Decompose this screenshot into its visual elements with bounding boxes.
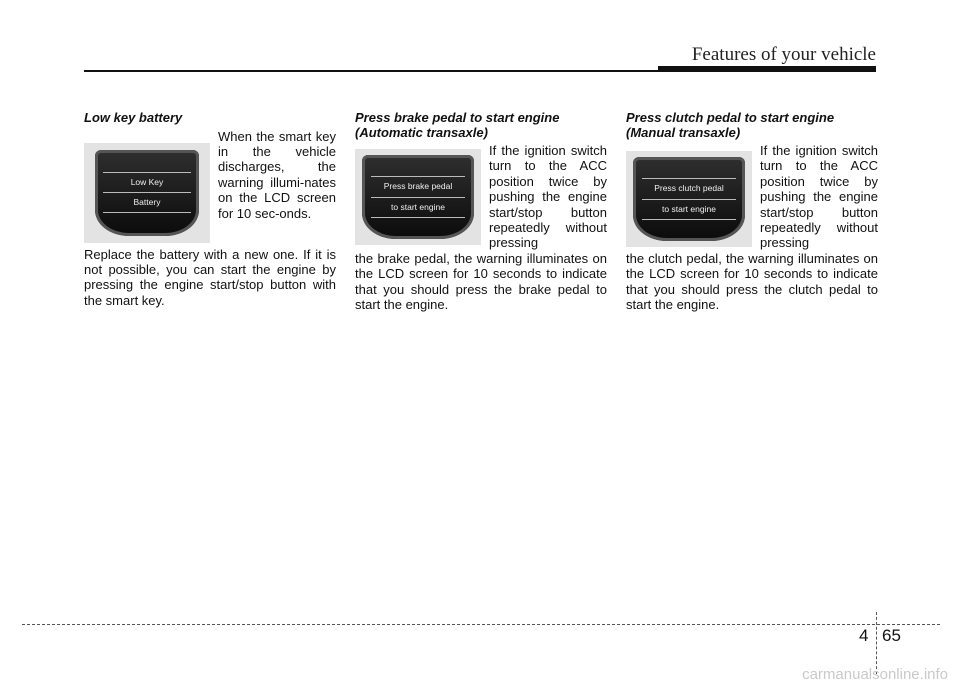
lcd-figure-clutch-pedal [626,151,752,247]
watermark: carmanualsonline.info [802,666,948,683]
section-text: Replace the battery with a new one. If it is not possible, you can start the engine by pressing the engine start/stop button with the smart key. [84,246,336,308]
lcd-figure-brake-pedal [355,149,481,245]
footer-rule [22,624,940,625]
lcd-screen [362,155,474,239]
chapter-number: 4 [859,626,869,645]
section-text-wrap: If the ignition switch turn to the ACC position twice by pushing the engine start/stop button repeatedly without pressing [760,143,878,251]
section-clutch-pedal [626,111,878,313]
lcd-line-2: to start engine [642,200,736,220]
footer-divider [876,612,877,674]
section-brake-pedal [355,111,607,312]
section-heading: Low key battery [84,110,183,125]
lcd-line-1: Low Key [103,172,190,193]
lcd-line-1: Press brake pedal [371,176,465,197]
section-text-wrap: When the smart key in the vehicle discharges, the warning illumi-nates on the LCD screen for 10 sec-onds. [218,128,336,221]
lcd-screen [633,157,745,241]
page-number: 65 [882,626,901,645]
section-text-wrap: If the ignition switch turn to the ACC position twice by pushing the engine start/stop button repeatedly without pressing [489,143,607,251]
section-low-key-battery [84,111,336,308]
lcd-line-1: Press clutch pedal [642,178,736,199]
page-header-title: Features of your vehicle [691,44,876,65]
section-heading: Press brake pedal to start engine (Automatic transaxle) [355,110,560,140]
section-heading: Press clutch pedal to start engine (Manual transaxle) [626,110,835,140]
lcd-figure-low-key-battery [84,143,210,243]
lcd-line-2: Battery [103,193,190,213]
section-text: the clutch pedal, the warning illuminates on the LCD screen for 10 seconds to indicate that you should press the clutch pedal to start the engine. [626,251,878,313]
header-rule-accent [658,66,876,72]
section-text: the brake pedal, the warning illuminates on the LCD screen for 10 seconds to indicate that you should press the brake pedal to start the engine. [355,250,607,313]
lcd-line-2: to start engine [371,198,465,218]
lcd-screen [95,150,199,236]
